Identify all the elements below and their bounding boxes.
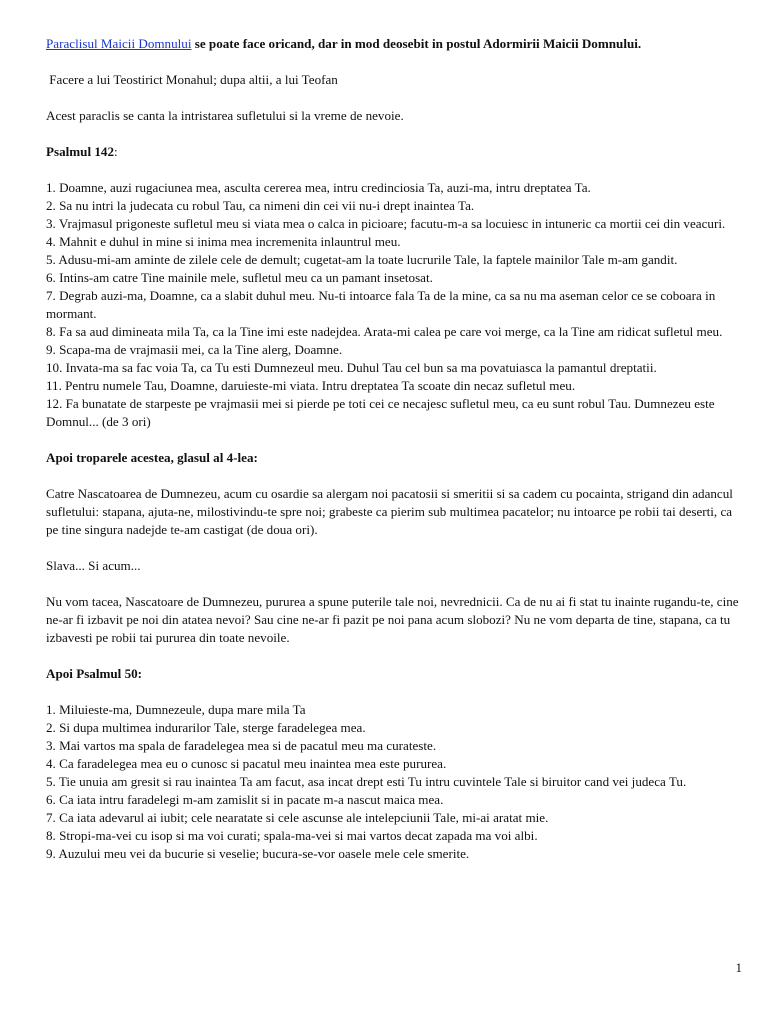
verse: 4. Mahnit e duhul in mine si inima mea incremenita inlauntrul meu. (46, 234, 401, 249)
verse: 8. Stropi-ma-vei cu isop si ma voi curati; spala-ma-vei si mai vartos decat zapada ma voi albi. (46, 828, 538, 843)
slava-line: Slava... Si acum... (46, 558, 141, 573)
verse: 1. Miluieste-ma, Dumnezeule, dupa mare mila Ta (46, 702, 306, 717)
troparion-1: Catre Nascatoarea de Dumnezeu, acum cu osardie sa alergam noi pacatosii si smeritii si sa cadem cu pocainta, strigand din adancul sufletului: stapana, ajuta-ne, milostivindu-te spre noi; grabeste ca pierim sub multimea pacatelor; nu intoarce pe robii tai deserti, ca pe tine singura nadejde te-am castigat (de doua ori). (46, 486, 733, 537)
verse: 2. Sa nu intri la judecata cu robul Tau, ca nimeni din cei vii nu-i drept inaintea Ta. (46, 198, 475, 213)
psalm142-heading-line (46, 143, 746, 161)
verse: 3. Mai vartos ma spala de faradelegea mea si de pacatul meu ma curateste. (46, 738, 437, 753)
verse: 10. Invata-ma sa fac voia Ta, ca Tu esti Dumnezeul meu. Duhul Tau cel bun sa ma povatuiasca la pamantul dreptatii. (46, 360, 657, 375)
verse: 6. Intins-am catre Tine mainile mele, sufletul meu ca un pamant insetosat. (46, 270, 433, 285)
verse: 6. Ca iata intru faradelegi m-am zamislit si in pacate m-a nascut maica mea. (46, 792, 444, 807)
verse: 9. Auzului meu vei da bucurie si veselie; bucura-se-vor oasele mele cele smerite. (46, 846, 470, 861)
psalm142-heading: Psalmul 142 (46, 144, 115, 159)
psalm50-heading: Apoi Psalmul 50: (46, 666, 143, 681)
verse: 5. Adusu-mi-am aminte de zilele cele de demult; cugetat-am la toate lucrurile Tale, la faptele mainilor Tale m-am gandit. (46, 252, 678, 267)
verse: 12. Fa bunatate de starpeste pe vrajmasii mei si pierde pe toti cei ce necajesc sufletul meu, ca eu sunt robul Tau. Dumnezeu este Domnul... (de 3 ori) (46, 396, 715, 429)
document-page (46, 35, 746, 863)
verse: 8. Fa sa aud dimineata mila Ta, ca la Tine imi este nadejdea. Arata-mi calea pe care voi merge, ca la Tine am ridicat sufletul meu. (46, 324, 723, 339)
verse: 1. Doamne, auzi rugaciunea mea, asculta cererea mea, intru credinciosia Ta, auzi-ma, intru dreptatea Ta. (46, 180, 591, 195)
author-line: Facere a lui Teostirict Monahul; dupa altii, a lui Teofan (46, 72, 338, 87)
verse: 2. Si dupa multimea indurarilor Tale, sterge faradelegea mea. (46, 720, 366, 735)
verse: 9. Scapa-ma de vrajmasii mei, ca la Tine alerg, Doamne. (46, 342, 343, 357)
paraclis-link[interactable]: Paraclisul Maicii Domnului (46, 36, 192, 51)
psalm142-verses (46, 179, 746, 431)
verse: 7. Ca iata adevarul ai iubit; cele nearatate si cele ascunse ale intelepciunii Tale, mi-ai aratat mie. (46, 810, 549, 825)
page-number: 1 (735, 960, 742, 975)
troparia-heading: Apoi troparele acestea, glasul al 4-lea: (46, 450, 258, 465)
troparion-2: Nu vom tacea, Nascatoare de Dumnezeu, pururea a spune puterile tale noi, nevrednicii. Ca de nu ai fi stat tu inainte rugandu-te, cine ne-ar fi izbavit pe noi din atatea nevoi? Sau cine ne-ar fi pazit pe noi pana acum slobozi? Nu ne vom departa de tine, stapana, ca tu izbavesti pe robii tai pururea din toate nevoile. (46, 594, 739, 645)
usage-line: Acest paraclis se canta la intristarea sufletului si la vreme de nevoie. (46, 108, 404, 123)
verse: 5. Tie unuia am gresit si rau inaintea Ta am facut, asa incat drept esti Tu intru cuvintele Tale si biruitor cand vei judeca Tu. (46, 774, 687, 789)
psalm50-verses (46, 701, 746, 863)
verse: 4. Ca faradelegea mea eu o cunosc si pacatul meu inaintea mea este pururea. (46, 756, 447, 771)
intro-paragraph (46, 35, 746, 53)
verse: 7. Degrab auzi-ma, Doamne, ca a slabit duhul meu. Nu-ti intoarce fala Ta de la mine, ca sa nu ma aseman celor ce se coboara in mormant. (46, 288, 716, 321)
verse: 11. Pentru numele Tau, Doamne, daruieste-mi viata. Intru dreptatea Ta scoate din necaz sufletul meu. (46, 378, 576, 393)
psalm142-heading-suffix: : (114, 144, 118, 159)
intro-text: se poate face oricand, dar in mod deosebit in postul Adormirii Maicii Domnului. (191, 36, 642, 51)
verse: 3. Vrajmasul prigoneste sufletul meu si viata mea o calca in picioare; facutu-m-a sa locuiesc in intuneric ca mortii cei din veacuri. (46, 216, 726, 231)
